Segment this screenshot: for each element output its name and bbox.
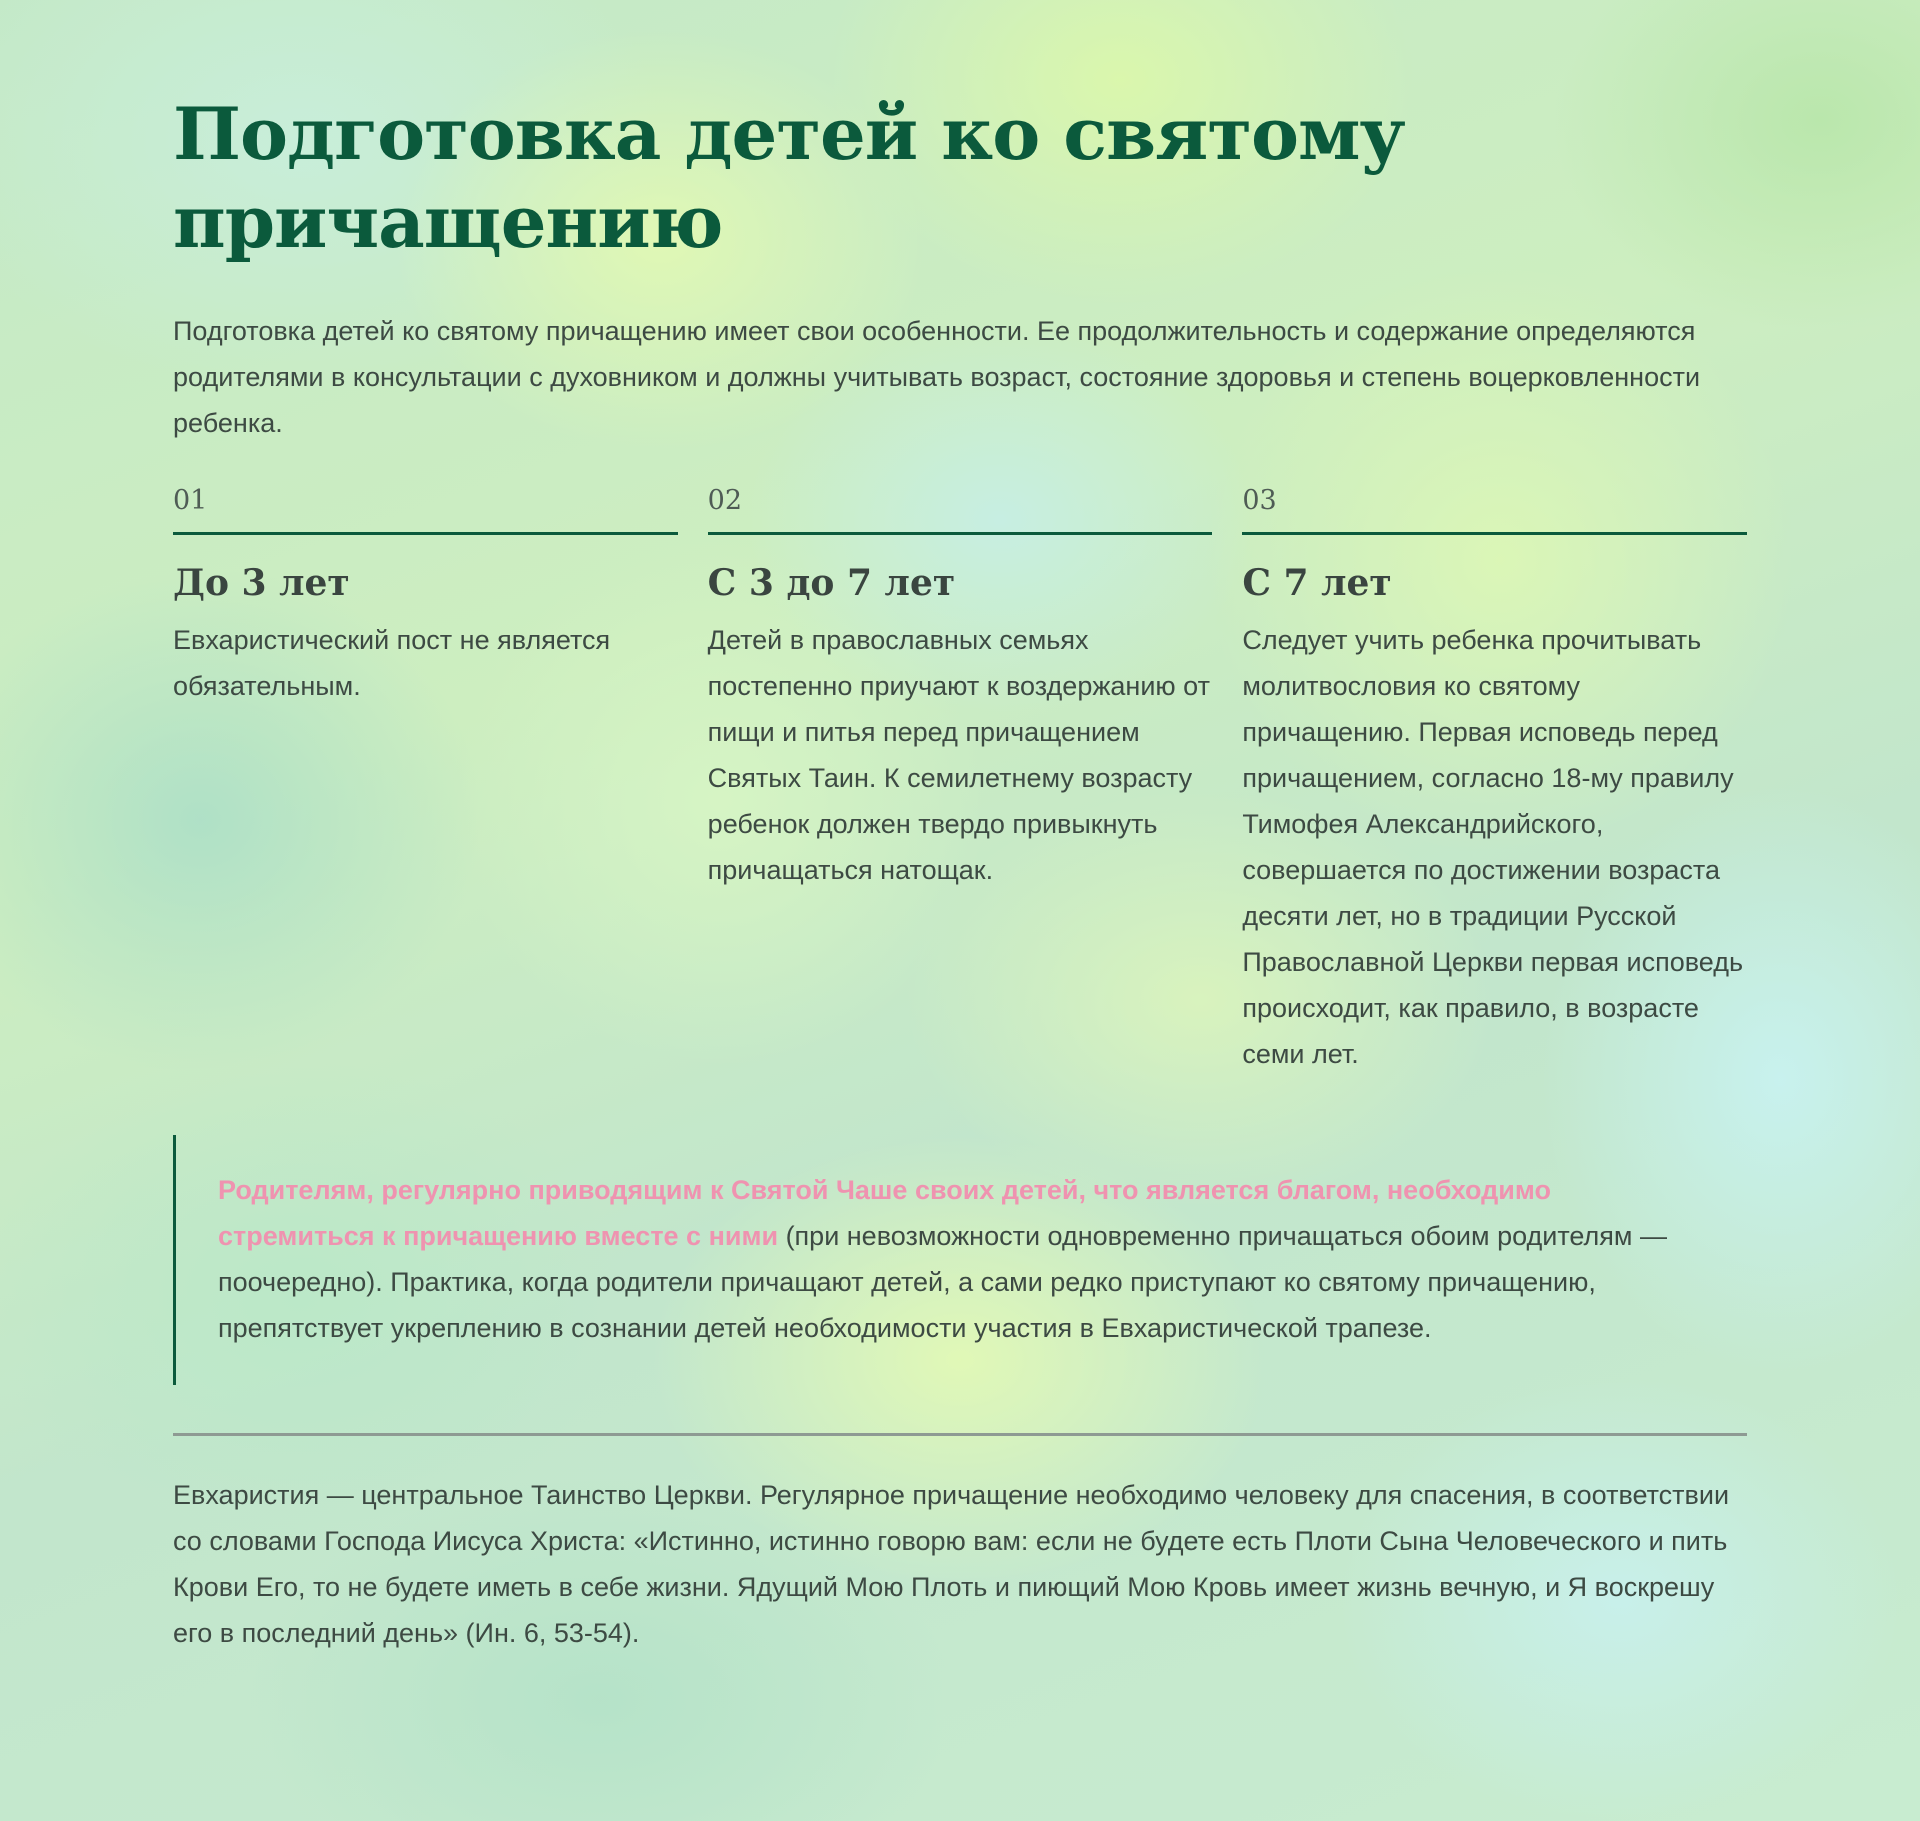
- column-title: С 3 до 7 лет: [707, 562, 956, 604]
- age-column-1: [173, 484, 678, 1077]
- article: [173, 0, 1747, 1683]
- column-number: 02: [708, 484, 1213, 535]
- column-title: С 7 лет: [1242, 562, 1392, 604]
- column-number: 01: [173, 484, 678, 535]
- outro-paragraph: Евхаристия — центральное Таинство Церкви. Регулярное причащение необходимо человеку для спасения, в соответствии со словами Господа Иисуса Христа: «Истинно, истинно говорю вам: если не будете есть Плоти Сына Человеческого и пить Крови Его, то не будете иметь в себе жизни. Ядущий Мою Плоть и пиющий Мою Кровь имеет жизнь вечную, и Я воскрешу его в последний день» (Ин. 6, 53-54).: [173, 1480, 1730, 1648]
- column-number: 03: [1242, 484, 1747, 535]
- column-text: Детей в православных семьях постепенно приучают к воздержанию от пищи и питья перед причащением Святых Таин. К семилетнему возрасту ребенок должен твердо привыкнуть причащаться натощак.: [707, 625, 1210, 885]
- intro-paragraph: Подготовка детей ко святому причащению имеет свои особенности. Ее продолжительность и содержание определяются родителями в консультации с духовником и должны учитывать возраст, состояние здоровья и степень воцерковленности ребенка.: [173, 316, 1701, 438]
- column-text: Евхаристический пост не является обязательным.: [173, 625, 611, 701]
- age-column-2: [708, 484, 1213, 1077]
- page-title: Подготовка детей ко святому причащению: [173, 91, 1405, 264]
- column-title: До 3 лет: [173, 562, 350, 604]
- quote-highlight: Родителям, регулярно приводящим к Святой Чаше своих детей, что является благом, необходимо стремиться к причащению вместе с ними: [218, 1175, 1552, 1251]
- section-divider: [173, 1433, 1747, 1436]
- column-text: Следует учить ребенка прочитывать молитвословия ко святому причащению. Первая исповедь перед причащением, согласно 18-му правилу Тимофея Александрийского, совершается по достижении возраста десяти лет, но в традиции Русской Православной Церкви первая исповедь происходит, как правило, в возрасте семи лет.: [1242, 625, 1744, 1069]
- age-columns: [173, 484, 1747, 1077]
- age-column-3: [1242, 484, 1747, 1077]
- quote-rest: (при невозможности одновременно причащаться обоим родителям — поочередно). Практика, когда родители причащают детей, а сами редко приступают ко святому причащению, препятствует укреплению в сознании детей необходимости участия в Евхаристической трапезе.: [218, 1221, 1667, 1343]
- parents-quote: [173, 1135, 1747, 1385]
